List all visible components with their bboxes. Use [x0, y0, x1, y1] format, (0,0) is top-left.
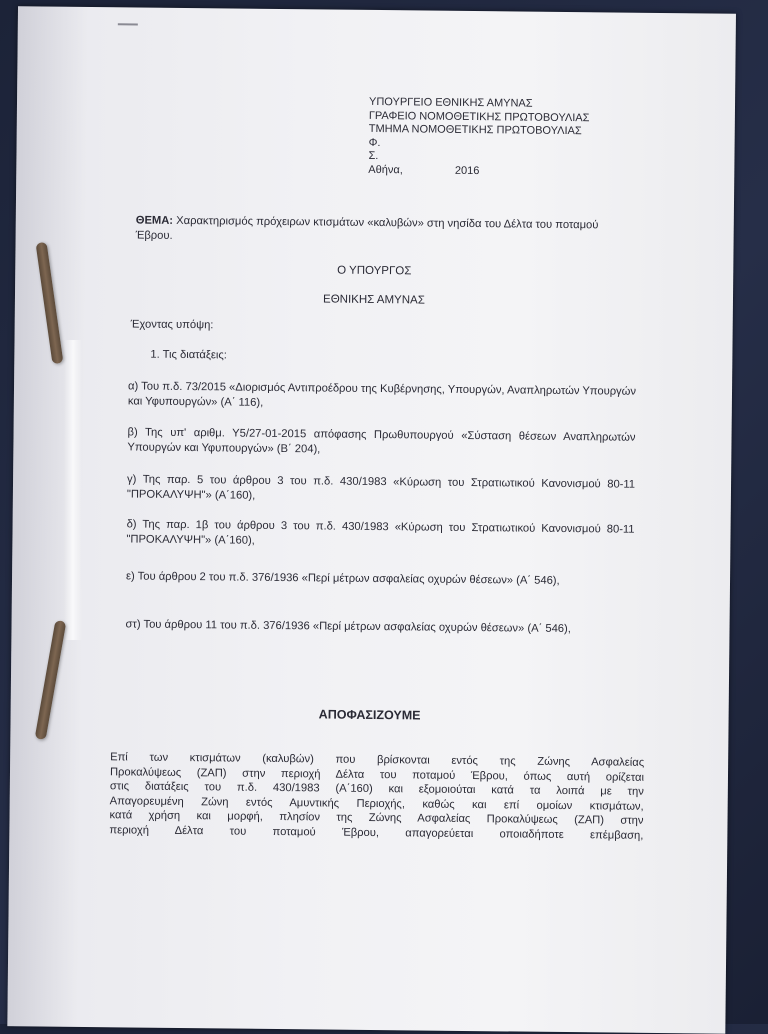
- clause-d: δ) Της παρ. 1β του άρθρου 3 του π.δ. 430/1983 «Κύρωση του Στρατιωτικού Κανονισμού 80-11 "ΠΡΟΚΑΛΥΨΗ"» (Α΄160),: [126, 518, 635, 547]
- paragraph-line: περιοχή Δέλτα του ποταμού Έβρου, απαγορεύεται οποιαδήποτε επέμβαση,: [109, 823, 644, 842]
- header-sub-ref: Σ.: [368, 149, 379, 163]
- clause-b: β) Της υπ' αριθμ. Υ5/27-01-2015 απόφασης Πρωθυπουργού «Σύσταση θέσεων Αναπληρωτών Υπουργών και Υφυπουργών» (Β΄ 204),: [127, 426, 636, 455]
- document-page: [7, 6, 736, 1033]
- minister-ministry: ΕΘΝΙΚΗΣ ΑΜΥΝΑΣ: [323, 293, 425, 307]
- page-mark: [118, 23, 138, 25]
- paragraph-line: κατά χρήση και μορφή, πλησίον της Ζώνης Ασφαλείας Προκαλύψεως (ΖΑΠ) στην: [109, 809, 644, 827]
- paragraph-line: Προκαλύψεως (ΖΑΠ) στην περιοχή Δέλτα του ποταμού Έβρου, όπως αυτή ορίζεται: [109, 765, 645, 784]
- subject-text: Χαρακτηρισμός πρόχειρων κτισμάτων «καλυβών» στη νησίδα του Δέλτα του ποταμού Έβρου.: [135, 214, 599, 242]
- minister-title: Ο ΥΠΟΥΡΓΟΣ: [337, 264, 412, 278]
- considering-intro: Έχοντας υπόψη:: [130, 318, 214, 332]
- paragraph-line: στις διατάξεις του π.δ. 430/1983 (Α΄160) και εξομοιούται κατά τα λοιπά με την: [109, 780, 644, 798]
- clause-a: α) Του π.δ. 73/2015 «Διορισμός Αντιπροέδρου της Κυβέρνησης, Υπουργών, Αναπληρωτών Υπουργών και Υφυπουργών» (Α΄ 116),: [127, 380, 637, 409]
- header-date: [368, 163, 589, 179]
- header-department: ΤΜΗΜΑ ΝΟΜΟΘΕΤΙΚΗΣ ΠΡΩΤΟΒΟΥΛΙΑΣ: [368, 122, 582, 138]
- header-file-ref: Φ.: [368, 136, 381, 149]
- document-header: [368, 96, 589, 179]
- header-place: Αθήνα,: [368, 163, 403, 176]
- paragraph-line: Επί των κτισμάτων (καλυβών) που βρίσκονται εντός της Ζώνης Ασφαλείας: [110, 751, 645, 769]
- header-office: ΓΡΑΦΕΙΟ ΝΟΜΟΘΕΤΙΚΗΣ ΠΡΩΤΟΒΟΥΛΙΑΣ: [368, 109, 590, 124]
- decision-paragraph: [109, 750, 644, 843]
- provisions-item: 1. Τις διατάξεις:: [150, 348, 227, 362]
- binder-strip: [64, 340, 82, 640]
- paragraph-line: Απαγορευμένη Ζώνη εντός Αμυντικής Περιοχής, καθώς και επί ομοίων κτισμάτων,: [109, 794, 644, 813]
- clause-f: στ) Του άρθρου 11 του π.δ. 376/1936 «Περί μέτρων ασφαλείας οχυρών θέσεων» (Α΄ 546),: [125, 618, 571, 636]
- subject-label: ΘΕΜΑ:: [135, 214, 174, 227]
- decision-heading: ΑΠΟΦΑΣΙΖΟΥΜΕ: [318, 707, 421, 723]
- header-ministry: ΥΠΟΥΡΓΕΙΟ ΕΘΝΙΚΗΣ ΑΜΥΝΑΣ: [368, 95, 533, 110]
- clause-c: γ) Της παρ. 5 του άρθρου 3 του π.δ. 430/1983 «Κύρωση του Στρατιωτικού Κανονισμού 80-11 "ΠΡΟΚΑΛΥΨΗ"» (Α΄160),: [126, 473, 636, 502]
- header-year: 2016: [454, 164, 480, 177]
- subject-line: [136, 213, 636, 247]
- clause-e: ε) Του άρθρου 2 του π.δ. 376/1936 «Περί μέτρων ασφαλείας οχυρών θέσεων» (Α΄ 546),: [125, 570, 560, 587]
